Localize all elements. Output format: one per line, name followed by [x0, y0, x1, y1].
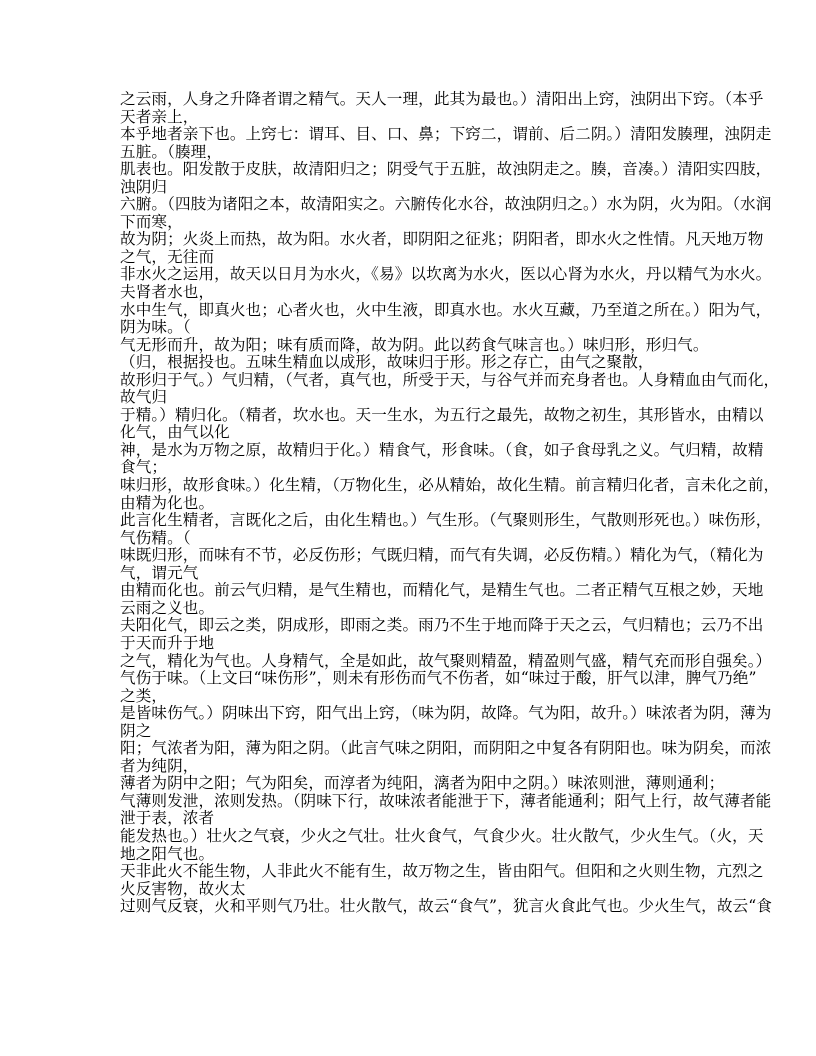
text-line: 之类， — [120, 686, 168, 705]
text-line: 下而寒， — [120, 212, 183, 231]
text-line: 阳；气浓者为阳，薄为阳之阴。（此言气味之阴阳，而阴阳之中复各有阴阳也。味为阴矣，而浓 — [120, 739, 772, 758]
text-line: 五脏。（腠理， — [120, 142, 223, 161]
text-line: 气伤精。（ — [120, 528, 191, 547]
text-line: 浊阴归 — [120, 177, 168, 196]
text-line: 味既归形，而味有不节，必反伤形；气既归精，而气有失调，必反伤精。）精化为气，（精化为 — [120, 546, 764, 565]
text-line: 六腑。（四肢为诸阳之本，故清阳实之。六腑传化水谷，故浊阴归之。）水为阴，火为阳。（水润 — [120, 195, 772, 214]
text-line: 非水火之运用，故天以日月为水火，《易》以坎离为水火，医以心肾为水火，丹以精气为水火。 — [120, 265, 772, 284]
text-line: 本乎地者亲下也。上窍七：谓耳、目、口、鼻；下窍二，谓前、后二阴。）清阳发腠理，浊阴走 — [120, 125, 772, 144]
text-line: 之气，精化为气也。人身精气，全是如此，故气聚则精盈，精盈则气盛，精气充而形自强矣。） — [120, 651, 772, 670]
text-line: 由精而化也。前云气归精，是气生精也，而精化气，是精生气也。二者正精气互根之妙，天地 — [120, 581, 764, 600]
text-line: 云雨之义也。 — [120, 598, 215, 617]
text-line: 薄者为阴中之阳；气为阳矣，而淳者为纯阳，漓者为阳中之阴。）味浓则泄，薄则通利； — [120, 774, 725, 793]
text-line: 于精。）精归化。（精者，坎水也。天一生水，为五行之最先，故物之初生，其形皆水，由精以 — [120, 405, 764, 424]
text-line: 气无形而升，故为阳；味有质而降，故为阴。此以药食气味言也。）味归形，形归气。 — [120, 335, 709, 354]
text-line: 水中生气，即真火也；心者火也，火中生液，即真水也。水火互藏，乃至道之所在。）阳为气， — [120, 300, 772, 319]
text-line: 气，谓元气 — [120, 563, 199, 582]
text-line: 地之阳气也。 — [120, 844, 215, 863]
text-line: 气伤于味。（上文曰“味伤形”，则未有形伤而气不伤者，如“味过于酸，肝气以津，脾气乃绝” — [120, 669, 757, 688]
text-line — [120, 933, 720, 951]
text-line: 者为纯阴， — [120, 756, 199, 775]
text-line: （归，根据投也。五味生精血以成形，故味归于形。形之存亡，由气之聚散， — [120, 353, 654, 372]
text-line: 阴之 — [120, 721, 152, 740]
text-line: 泄于表，浓者 — [120, 809, 215, 828]
text-line: 神，是水为万物之原，故精归于化。）精食气，形食味。（食，如子食母乳之义。气归精，故精 — [120, 440, 764, 459]
text-line: 阴为味。（ — [120, 318, 191, 337]
text-line: 气薄则发泄，浓则发热。（阴味下行，故味浓者能泄于下，薄者能通利；阳气上行，故气薄者能 — [120, 791, 772, 810]
text-line: 由精为化也。 — [120, 493, 215, 512]
text-line: 过则气反衰，火和平则气乃壮。壮火散气，故云“食气”，犹言火食此气也。少火生气，故云“食 — [120, 897, 772, 916]
text-line: 天非此火不能生物，人非此火不能有生，故万物之生，皆由阳气。但阳和之火则生物，亢烈之 — [120, 862, 764, 881]
text-line: 天者亲上， — [120, 107, 199, 126]
text-line: 能发热也。）壮火之气衰，少火之气壮。壮火食气，气食少火。壮火散气，少火生气。（火，天 — [120, 826, 764, 845]
text-line: 肌表也。阳发散于皮肤，故清阳归之；阴受气于五脏，故浊阴走之。腠，音凑。）清阳实四肢， — [120, 160, 772, 179]
text-line: 火反害物，故火太 — [120, 879, 246, 898]
text-line: 夫阳化气，即云之类，阴成形，即雨之类。雨乃不生于地而降于天之云，气归精也；云乃不出 — [120, 616, 764, 635]
text-line: 夫肾者水也， — [120, 283, 215, 302]
text-line — [120, 916, 720, 934]
text-line: 食气； — [120, 458, 168, 477]
text-line: 之云雨，人身之升降者谓之精气。天人一理，此其为最也。）清阳出上窍，浊阴出下窍。（本乎 — [120, 90, 764, 108]
text-line: 故气归 — [120, 388, 168, 407]
document-page — [120, 90, 780, 951]
text-line: 此言化生精者，言既化之后，由化生精也。）气生形。（气聚则形生，气散则形死也。）味伤形， — [120, 511, 772, 530]
text-line: 于天而升于地 — [120, 633, 215, 652]
text-line: 故形归于气。）气归精，（气者，真气也，所受于天，与谷气并而充身者也。人身精血由气而化， — [120, 370, 780, 389]
text-line: 故为阴；火炎上而热，故为阳。水火者，即阴阳之征兆；阴阳者，即水火之性情。凡天地万物 — [120, 230, 764, 249]
text-line: 是皆味伤气。）阴味出下窍，阳气出上窍，（味为阴，故降。气为阳，故升。）味浓者为阴，薄为 — [120, 704, 772, 723]
text-line: 化气，由气以化 — [120, 423, 230, 442]
text-line: 味归形，故形食味。）化生精，（万物化生，必从精始，故化生精。前言精归化者，言未化之前， — [120, 476, 780, 495]
text-line: 之气，无往而 — [120, 247, 215, 266]
